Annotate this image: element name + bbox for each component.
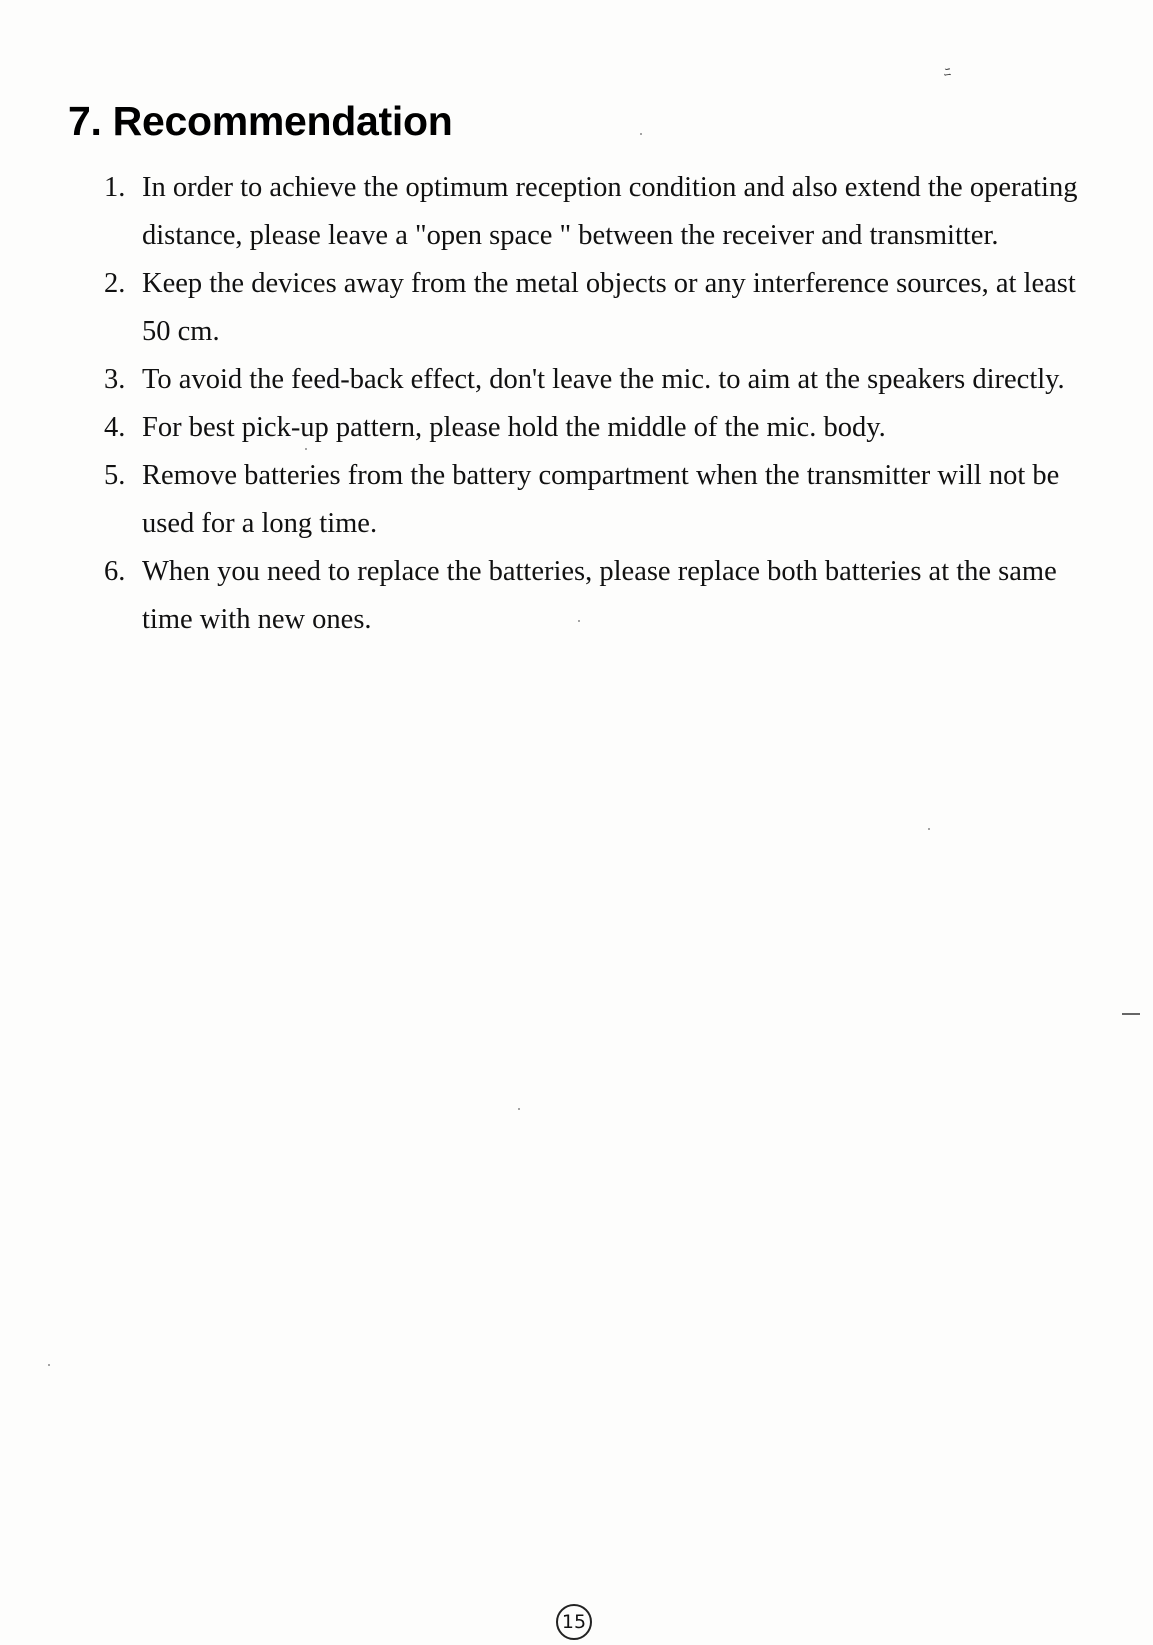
corner-mark: ﾆ (944, 65, 951, 81)
section-title: 7. Recommendation (68, 98, 453, 144)
item-text: For best pick-up pattern, please hold the middle of the mic. body. (142, 412, 886, 443)
item-number: 4. (104, 412, 126, 443)
scan-margin-mark (1122, 1013, 1140, 1015)
recommendation-item (104, 260, 1104, 356)
scan-speck (640, 133, 642, 135)
item-number: 2. (104, 268, 126, 299)
scan-speck (305, 448, 307, 450)
item-text: Remove batteries from the battery compartment when the transmitter will not be used for a long time. (142, 460, 1060, 539)
recommendation-item (104, 164, 1104, 260)
item-number: 5. (104, 460, 126, 491)
recommendation-item (104, 404, 1104, 452)
recommendation-item (104, 452, 1104, 548)
item-number: 1. (104, 172, 126, 203)
item-text: When you need to replace the batteries, please replace both batteries at the same time with new ones. (142, 556, 1057, 635)
item-text: Keep the devices away from the metal objects or any interference sources, at least 50 cm. (142, 268, 1076, 347)
item-text: In order to achieve the optimum reception condition and also extend the operating distance, please leave a "open space " between the receiver and transmitter. (142, 172, 1078, 251)
recommendation-list (104, 164, 1104, 644)
scan-speck (928, 828, 930, 830)
scan-speck (518, 1108, 520, 1110)
recommendation-item (104, 548, 1104, 644)
scan-speck (578, 620, 580, 622)
recommendation-item (104, 356, 1104, 404)
scan-speck (48, 1364, 50, 1366)
item-text: To avoid the feed-back effect, don't leave the mic. to aim at the speakers directly. (142, 364, 1065, 395)
item-number: 6. (104, 556, 126, 587)
page-number: 15 (556, 1604, 592, 1640)
item-number: 3. (104, 364, 126, 395)
